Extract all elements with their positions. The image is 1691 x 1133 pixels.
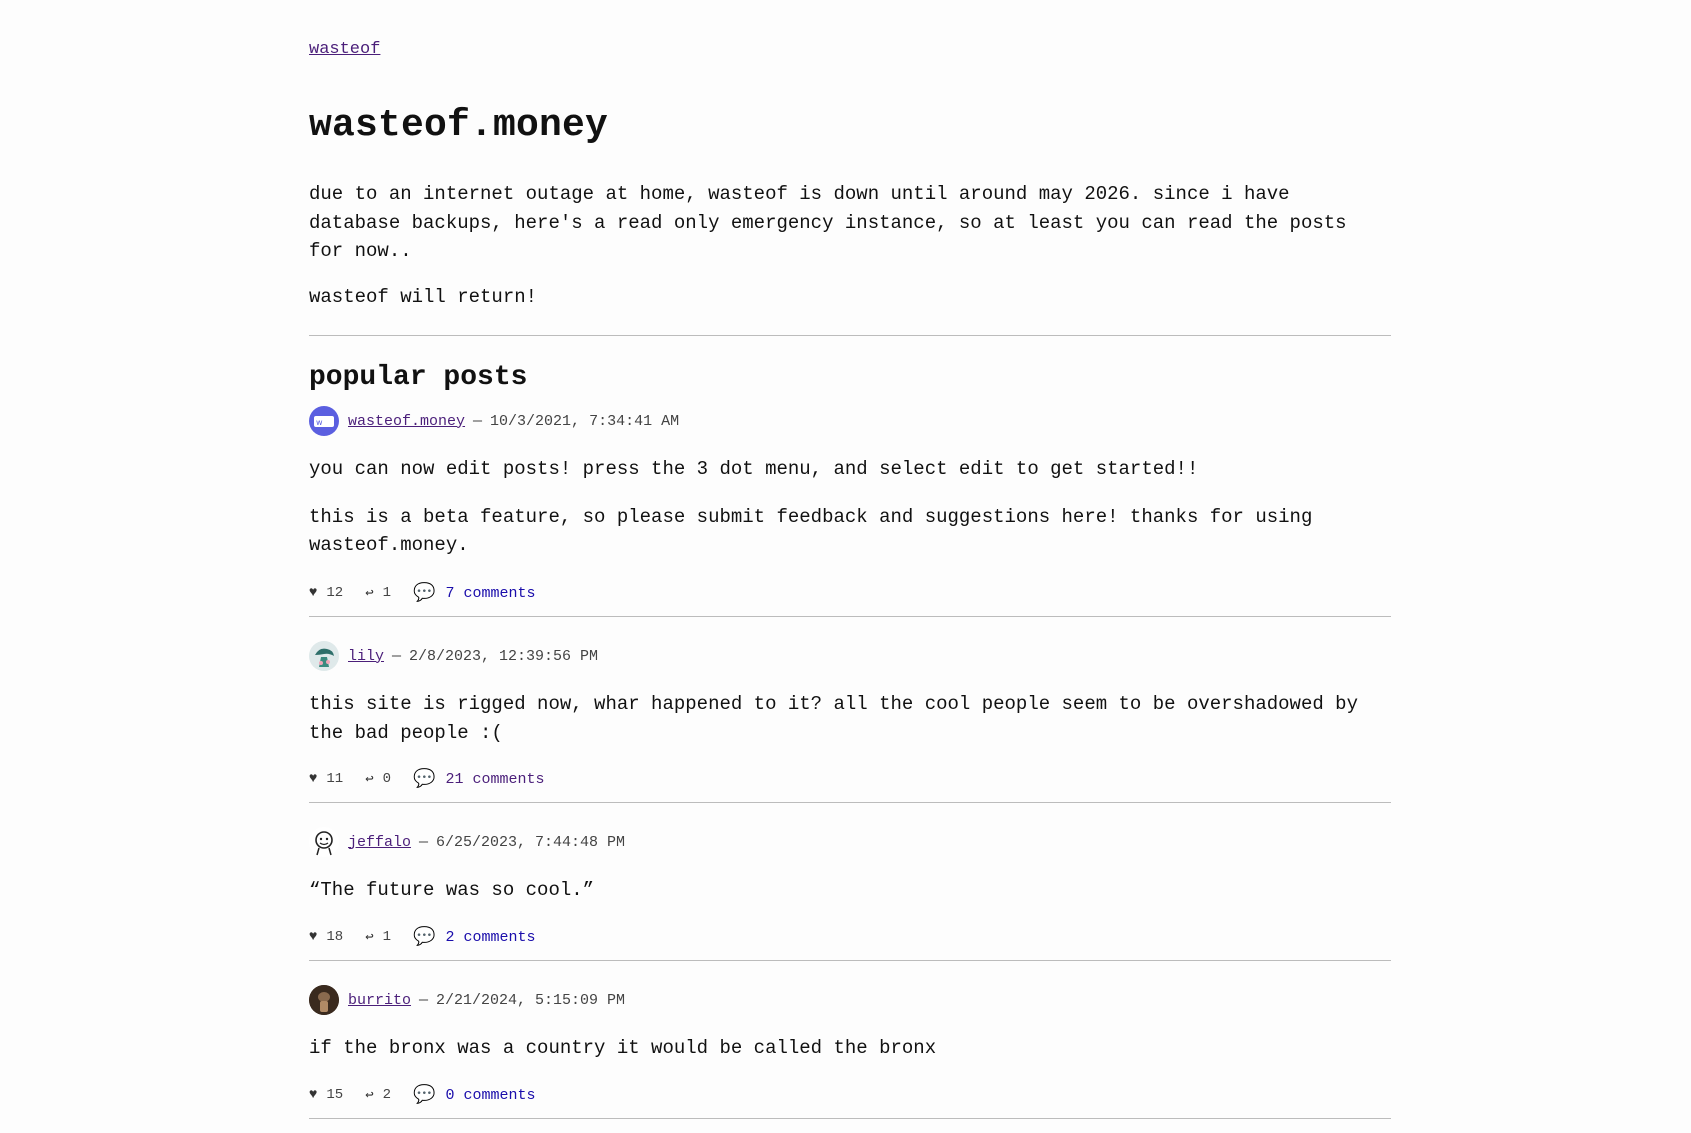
comment-bubble-icon: 💬 xyxy=(413,584,436,604)
repost-group[interactable] xyxy=(365,771,391,788)
divider xyxy=(309,616,1391,617)
post-stats xyxy=(309,582,536,604)
post-author-link[interactable]: burrito xyxy=(348,991,412,1009)
repost-group[interactable] xyxy=(365,585,391,602)
heart-icon[interactable]: ♥ xyxy=(309,929,318,945)
divider xyxy=(309,960,1391,961)
svg-text:w: w xyxy=(316,418,323,427)
avatar[interactable] xyxy=(309,827,339,857)
like-group[interactable] xyxy=(309,585,343,601)
like-count: 12 xyxy=(326,585,344,601)
repost-icon[interactable]: ↩ xyxy=(365,771,374,788)
post-paragraph: “The future was so cool.” xyxy=(309,879,595,901)
divider xyxy=(309,335,1391,336)
post-meta xyxy=(309,405,1391,437)
like-group[interactable] xyxy=(309,1087,343,1103)
avatar[interactable] xyxy=(309,985,339,1015)
post-card xyxy=(309,826,1391,905)
post-paragraph: this site is rigged now, whar happened to it? all the cool people seem to be overshadowed by the bad people :( xyxy=(309,693,1358,744)
like-count: 11 xyxy=(326,771,344,787)
divider xyxy=(309,802,1391,803)
post-stats xyxy=(309,768,545,790)
comments-link[interactable]: 2 comments xyxy=(445,928,536,946)
meta-separator: — xyxy=(419,991,429,1009)
post-body xyxy=(309,455,1391,560)
popular-posts-heading: popular posts xyxy=(309,362,528,393)
repost-count: 2 xyxy=(382,1087,392,1103)
meta-separator: — xyxy=(473,412,483,430)
repost-icon[interactable]: ↩ xyxy=(365,585,374,602)
post-meta xyxy=(309,826,1391,858)
meta-separator: — xyxy=(419,833,429,851)
post-body xyxy=(309,876,1391,905)
like-count: 18 xyxy=(326,929,344,945)
repost-icon[interactable]: ↩ xyxy=(365,1087,374,1104)
heart-icon[interactable]: ♥ xyxy=(309,771,318,787)
post-date: 6/25/2023, 7:44:48 PM xyxy=(436,833,626,851)
site-home-link[interactable]: wasteof xyxy=(309,40,381,59)
repost-count: 1 xyxy=(382,929,392,945)
intro-return-text: wasteof will return! xyxy=(309,286,538,308)
intro-text: due to an internet outage at home, wasteof is down until around may 2026. since i have database backups, here's a read only emergency instance, so at least you can read the posts for now.. xyxy=(309,183,1347,262)
post-meta xyxy=(309,640,1391,672)
comment-bubble-icon: 💬 xyxy=(413,928,436,948)
post-meta xyxy=(309,984,1391,1016)
like-count: 15 xyxy=(326,1087,344,1103)
post-author-link[interactable]: lily xyxy=(348,647,385,665)
comment-bubble-icon: 💬 xyxy=(413,1086,436,1106)
comments-link[interactable]: 21 comments xyxy=(445,770,545,788)
avatar[interactable] xyxy=(309,641,339,671)
post-date: 2/21/2024, 5:15:09 PM xyxy=(436,991,626,1009)
post-author-link[interactable]: jeffalo xyxy=(348,833,412,851)
page-title: wasteof.money xyxy=(309,104,609,147)
post-paragraph: this is a beta feature, so please submit feedback and suggestions here! thanks for using wasteof.money. xyxy=(309,505,1313,556)
like-group[interactable] xyxy=(309,771,343,787)
repost-count: 0 xyxy=(382,771,392,787)
post-body xyxy=(309,690,1391,747)
post-stats xyxy=(309,1084,536,1106)
heart-icon[interactable]: ♥ xyxy=(309,1087,318,1103)
post-card xyxy=(309,640,1391,747)
post-paragraph: you can now edit posts! press the 3 dot menu, and select edit to get started!! xyxy=(309,458,1199,480)
post-body xyxy=(309,1034,1391,1063)
like-group[interactable] xyxy=(309,929,343,945)
post-card xyxy=(309,405,1391,560)
post-date: 10/3/2021, 7:34:41 AM xyxy=(490,412,680,430)
repost-count: 1 xyxy=(382,585,392,601)
post-paragraph: if the bronx was a country it would be called the bronx xyxy=(309,1037,937,1059)
post-author-link[interactable]: wasteof.money xyxy=(348,412,466,430)
repost-icon[interactable]: ↩ xyxy=(365,929,374,946)
comment-bubble-icon: 💬 xyxy=(413,770,436,790)
repost-group[interactable] xyxy=(365,929,391,946)
comments-link[interactable]: 0 comments xyxy=(445,1086,536,1104)
post-card xyxy=(309,984,1391,1063)
avatar[interactable] xyxy=(309,406,339,436)
comments-link[interactable]: 7 comments xyxy=(445,584,536,602)
post-stats xyxy=(309,926,536,948)
meta-separator: — xyxy=(392,647,402,665)
divider xyxy=(309,1118,1391,1119)
heart-icon[interactable]: ♥ xyxy=(309,585,318,601)
repost-group[interactable] xyxy=(365,1087,391,1104)
post-date: 2/8/2023, 12:39:56 PM xyxy=(409,647,599,665)
